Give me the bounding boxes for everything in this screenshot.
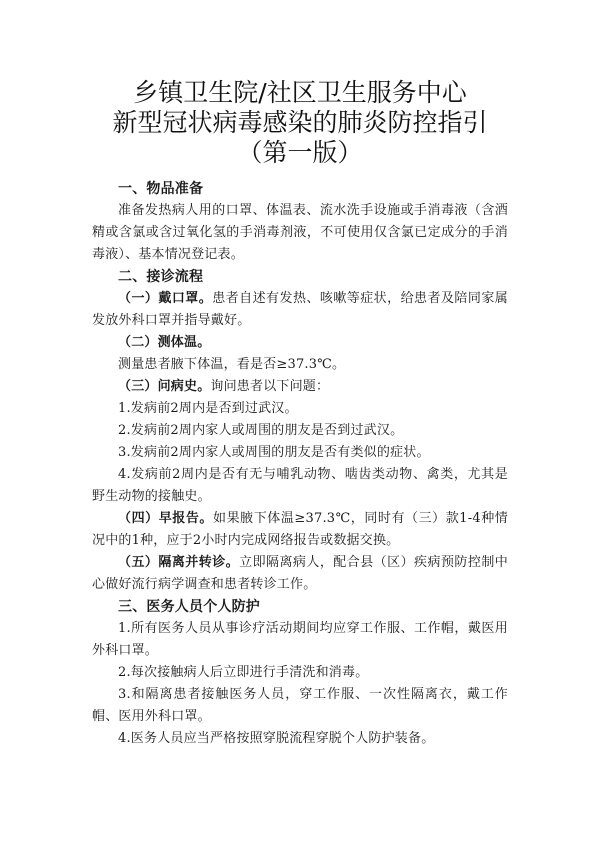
title-line-2: 新型冠状病毒感染的肺炎防控指引 — [112, 108, 488, 137]
question-4: 4.发病前2周内是否有无与哺乳动物、啮齿类动物、禽类，尤其是野生动物的接触史。 — [92, 467, 508, 504]
protection-item-2: 2.每次接触病人后立即进行手清洗和消毒。 — [118, 665, 369, 680]
item-5-paragraph — [92, 552, 508, 596]
section-2-heading: 二、接诊流程 — [118, 269, 204, 285]
protection-item-4: 4.医务人员应当严格按照穿脱流程穿脱个人防护装备。 — [118, 731, 435, 746]
item-4-label: （四）早报告。 — [118, 511, 213, 526]
item-3-text: 询问患者以下问题： — [210, 379, 330, 394]
title-line-3: （第一版） — [237, 138, 363, 167]
item-3-label: （三）问病史。 — [118, 379, 211, 394]
item-2-heading — [92, 332, 508, 354]
item-1-label: （一）戴口罩。 — [118, 291, 213, 306]
title-line-1: 乡镇卫生院/社区卫生服务中心 — [133, 78, 467, 107]
item-5-label: （五）隔离并转诊。 — [118, 555, 240, 570]
item-1-text: 患者自述有发热、咳嗽等症状，给患者及陪同家属发放外科口罩并指导戴好。 — [92, 291, 508, 328]
item-3-paragraph — [92, 376, 508, 398]
section-3-heading: 三、医务人员个人防护 — [118, 599, 260, 615]
question-2: 2.发病前2周内家人或周围的朋友是否到过武汉。 — [118, 423, 404, 438]
item-2-label: （二）测体温。 — [118, 335, 211, 350]
item-2-text: 测量患者腋下体温，看是否≥37.3℃。 — [118, 357, 346, 372]
protection-item-1: 1.所有医务人员从事诊疗活动期间均应穿工作服、工作帽，戴医用外科口罩。 — [92, 621, 508, 658]
item-4-text: 如果腋下体温≥37.3℃，同时有（三）款1-4种情况中的1种，应于2小时内完成网络报告或数据交换。 — [92, 511, 508, 548]
protection-item-3: 3.和隔离患者接触医务人员，穿工作服、一次性隔离衣，戴工作帽、医用外科口罩。 — [92, 687, 508, 724]
item-5-text: 立即隔离病人，配合县（区）疾病预防控制中心做好流行病学调查和患者转诊工作。 — [92, 555, 508, 592]
section-1-text: 准备发热病人用的口罩、体温表、流水洗手设施或手消毒液（含酒精或含氯或含过氧化氢的手消毒剂液，不可使用仅含氯已定成分的手消毒液）、基本情况登记表。 — [92, 203, 508, 262]
document-body — [92, 178, 508, 750]
section-1-heading: 一、物品准备 — [118, 181, 204, 197]
question-1: 1.发病前2周内是否到过武汉。 — [118, 401, 298, 416]
question-3: 3.发病前2周内家人或周围的朋友是否有类似的症状。 — [118, 445, 430, 460]
item-1-paragraph — [92, 288, 508, 332]
item-4-paragraph — [92, 508, 508, 552]
